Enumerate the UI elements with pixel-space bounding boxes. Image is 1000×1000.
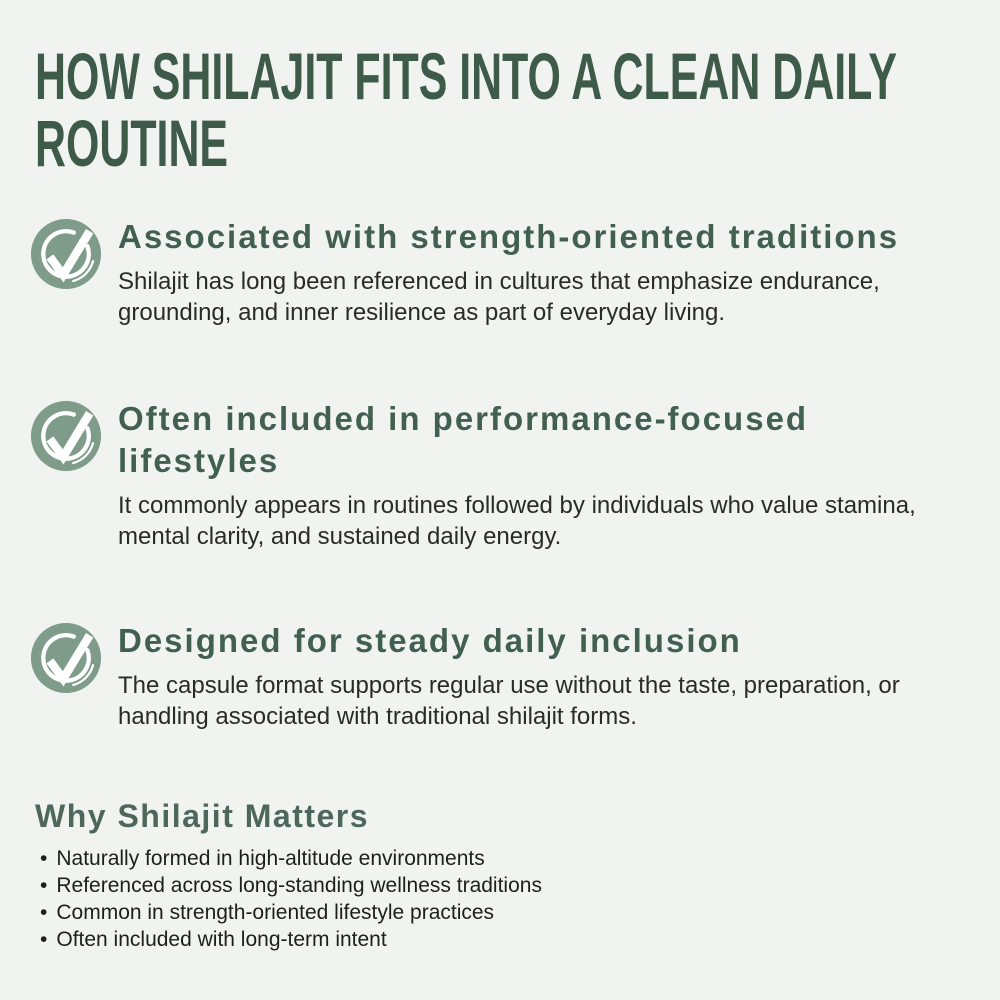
feature-title: Associated with strength-oriented traditions [118,218,900,255]
feature-body: The capsule format supports regular use without the taste, preparation, or handling associated with traditional shilajit forms. [118,672,900,730]
list-item [40,872,542,899]
list-item-text: Referenced across long-standing wellness traditions [56,874,542,897]
check-circle-icon [30,218,102,290]
feature-section-traditions [30,216,928,328]
check-circle-icon [30,400,102,472]
list-item-text: Often included with long-term intent [56,928,387,951]
feature-title: Designed for steady daily inclusion [118,622,742,659]
check-circle-icon [30,622,102,694]
bullet-glyph: • [40,874,48,897]
why-section [35,796,542,953]
feature-title: Often included in performance-focused lifestyles [118,400,809,479]
list-item-text: Naturally formed in high-altitude environments [56,847,485,870]
feature-text [118,216,928,328]
page-title: HOW SHILAJIT FITS INTO A CLEAN DAILY ROUTINE [35,39,897,180]
bullet-glyph: • [40,901,48,924]
list-item-text: Common in strength-oriented lifestyle practices [56,901,495,924]
feature-section-inclusion [30,620,928,732]
bullet-glyph: • [40,847,48,870]
feature-body: It commonly appears in routines followed by individuals who value stamina, mental clarity, and sustained daily energy. [118,492,916,550]
why-heading: Why Shilajit Matters [35,798,370,834]
bullet-glyph: • [40,928,48,951]
list-item [40,845,542,872]
list-item [40,926,542,953]
feature-text [118,620,928,732]
feature-text [118,398,928,552]
feature-section-lifestyles [30,398,928,552]
list-item [40,899,542,926]
why-list [40,845,542,953]
feature-body: Shilajit has long been referenced in cultures that emphasize endurance, grounding, and inner resilience as part of everyday living. [118,268,880,326]
